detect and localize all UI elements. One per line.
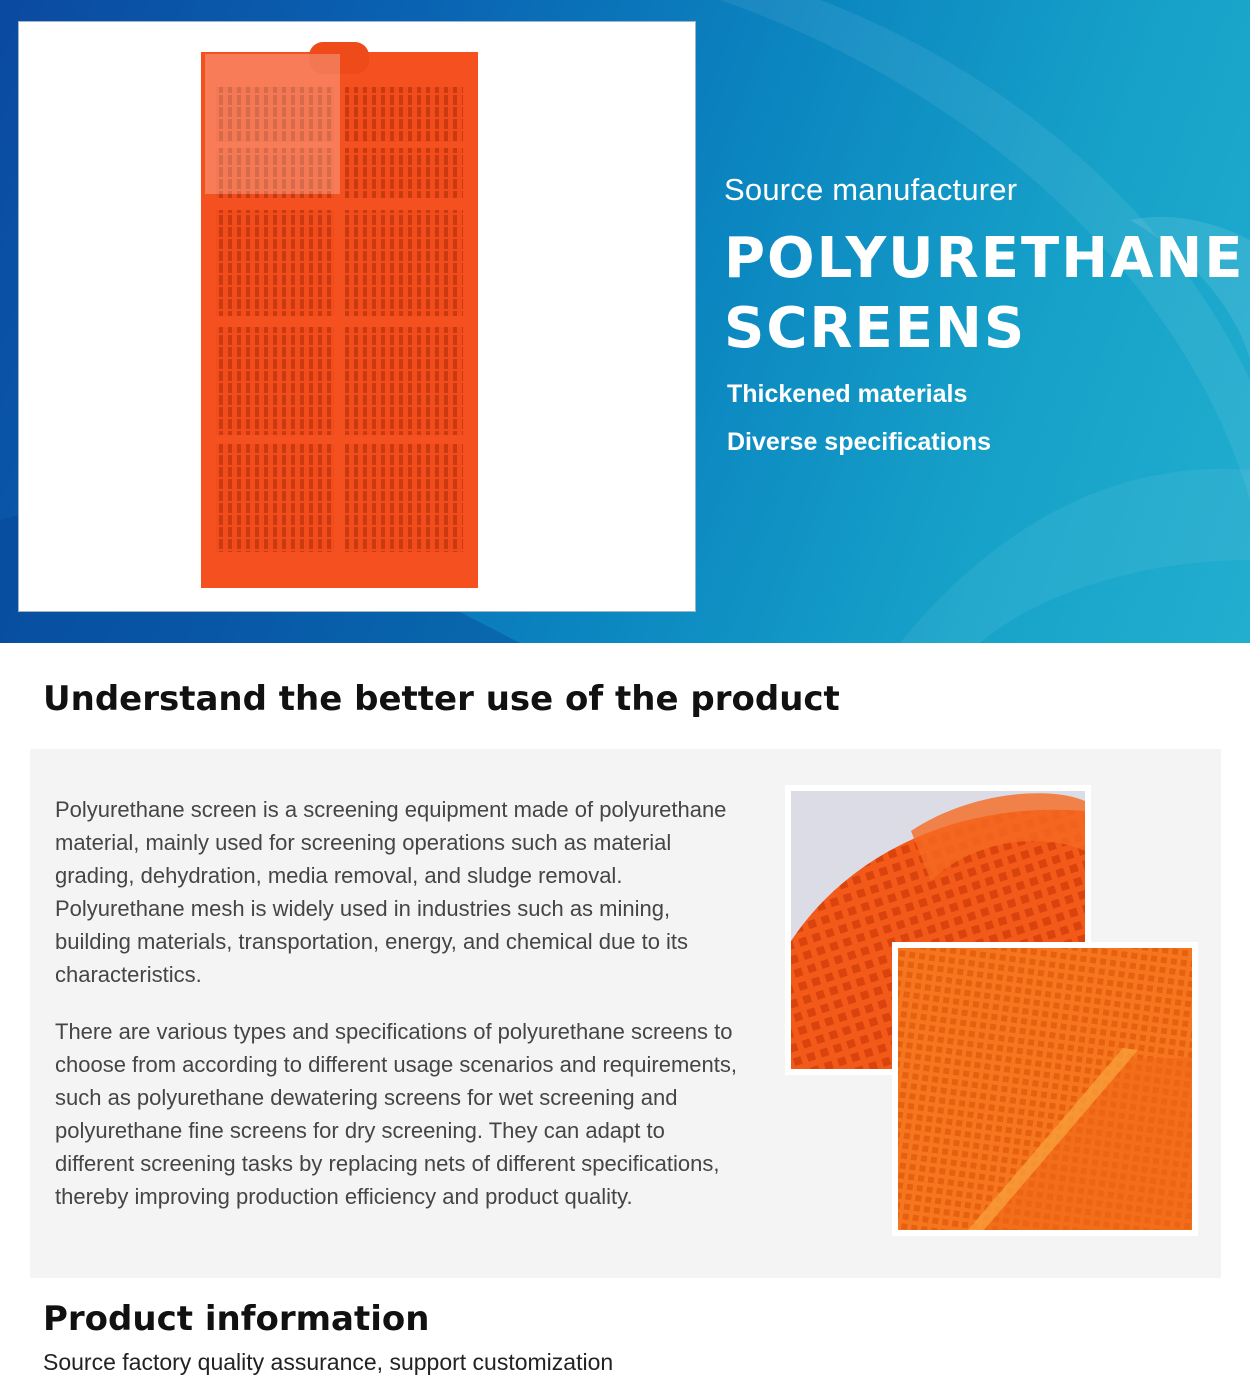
hero-title-line-1: POLYURETHANE bbox=[724, 226, 1245, 291]
hero-feature-item: Thickened materials bbox=[727, 380, 968, 408]
product-info-title: Product information bbox=[43, 1299, 430, 1339]
product-info-subtitle: Source factory quality assurance, support customization bbox=[43, 1349, 614, 1375]
hero-banner bbox=[0, 0, 1250, 643]
hero-title-line-2: SCREENS bbox=[724, 296, 1027, 361]
use-paragraph-2: There are various types and specifications of polyurethane screens to choose from according to different usage scenarios and requirements, such as polyurethane dewatering screens for wet screening and polyurethane fine screens for dry screening. They can adapt to different screening tasks by replacing nets of different specifications, thereby improving production efficiency and product quality. bbox=[55, 1019, 737, 1209]
use-description bbox=[55, 793, 745, 1213]
hero-eyebrow: Source manufacturer bbox=[724, 172, 1018, 207]
hero-feature-list bbox=[724, 374, 1224, 462]
use-info-panel bbox=[30, 749, 1221, 1278]
flat-screen-image bbox=[898, 948, 1192, 1230]
flat-screen-photo bbox=[892, 942, 1198, 1236]
hero-text-block bbox=[724, 170, 1245, 462]
hero-feature-item: Diverse specifications bbox=[727, 428, 992, 456]
hero-product-photo bbox=[18, 21, 696, 612]
hero-title bbox=[724, 224, 1245, 364]
polyurethane-screen-panel-image bbox=[19, 22, 695, 611]
use-section-title: Understand the better use of the product bbox=[43, 679, 840, 719]
use-paragraph-1: Polyurethane screen is a screening equipment made of polyurethane material, mainly used for screening operations such as material grading, dehydration, media removal, and sludge removal. Polyurethane mesh is widely used in industries such as mining, building materials, transportation, energy, and chemical due to its characteristics. bbox=[55, 797, 727, 987]
